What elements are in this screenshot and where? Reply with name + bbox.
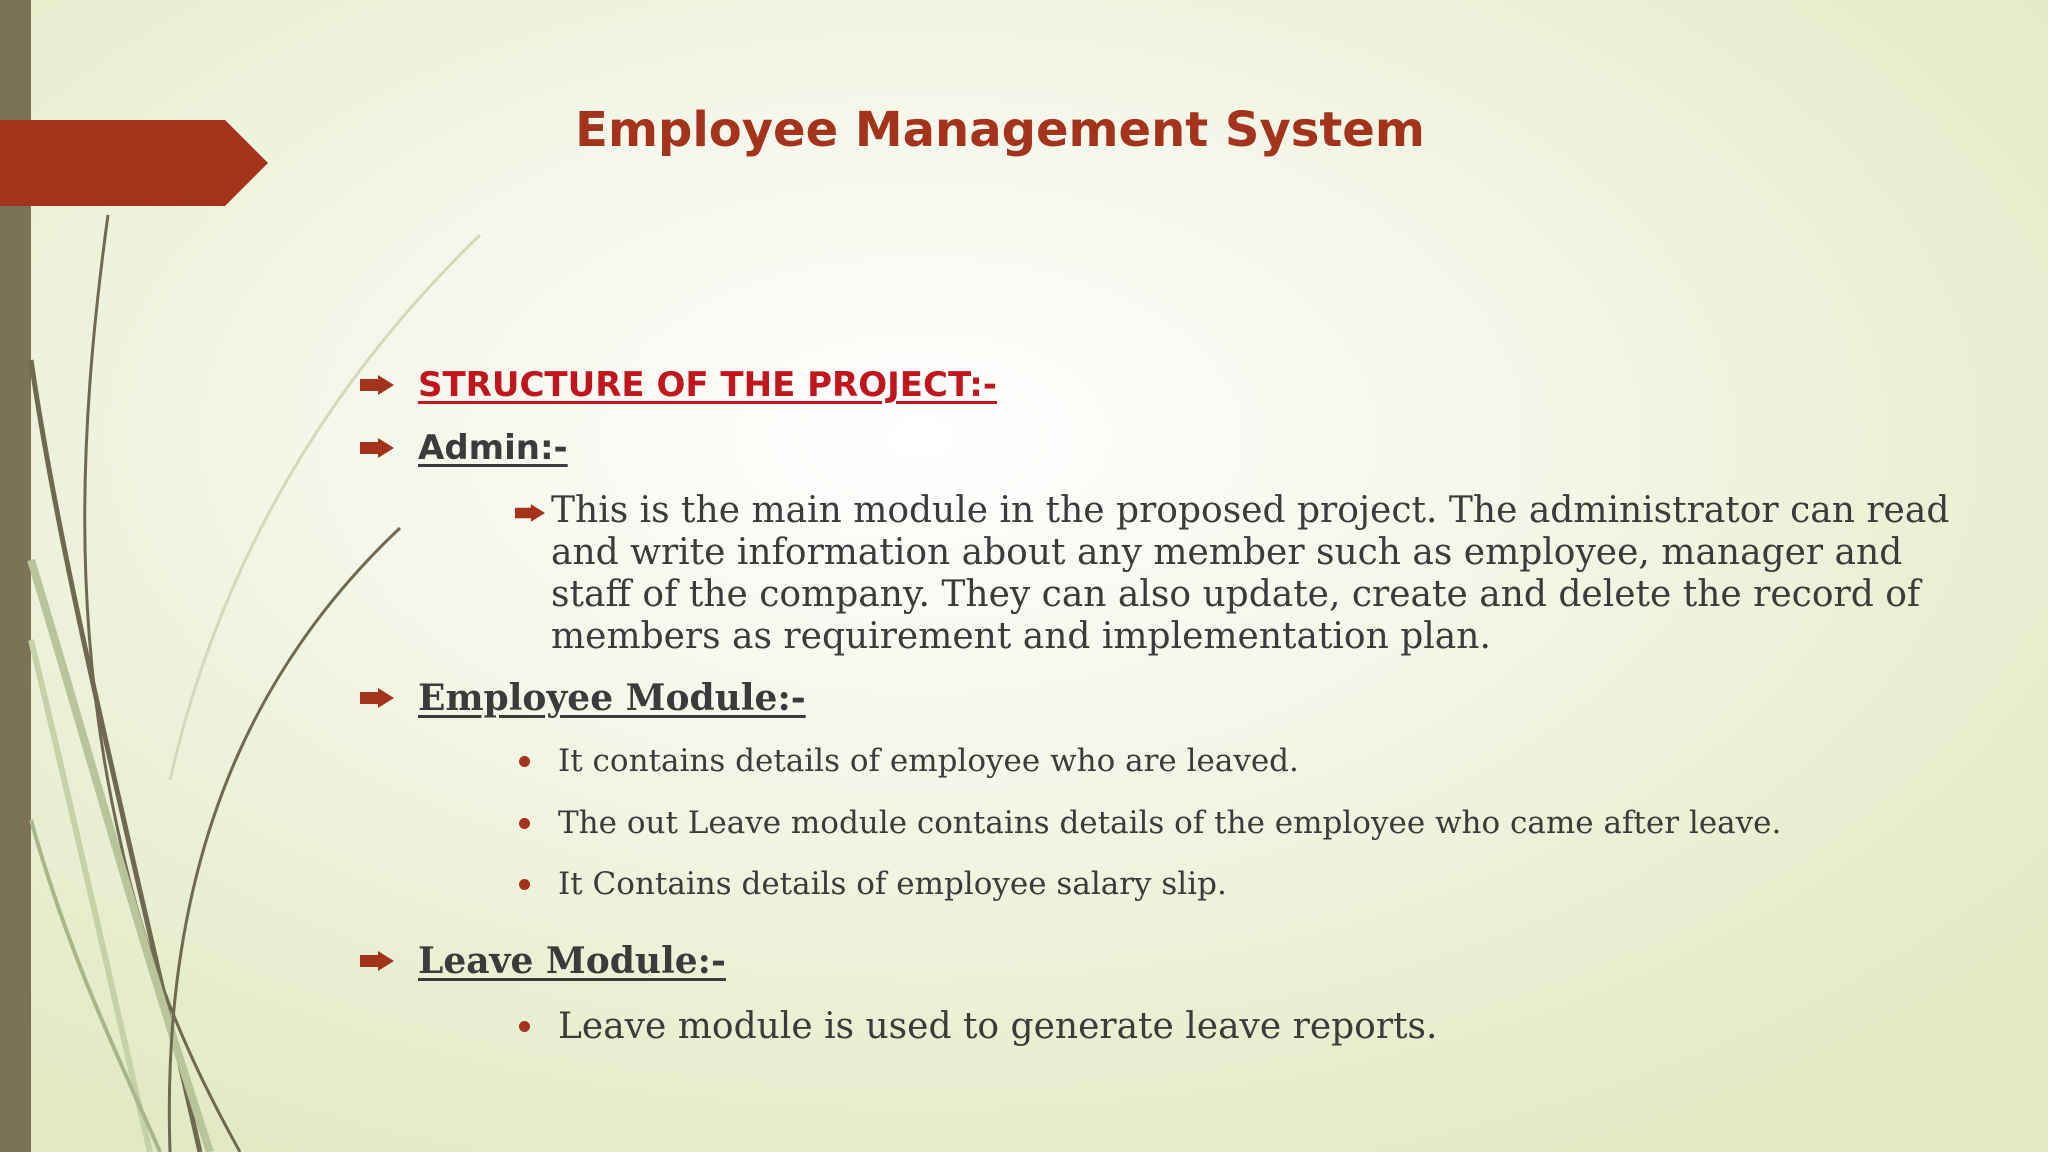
dot-bullet-icon [519, 756, 530, 767]
arrow-right-icon [515, 504, 545, 522]
slide-title: Employee Management System [575, 102, 1425, 158]
dot-bullet-icon [519, 818, 530, 829]
section-leave-module [360, 940, 726, 982]
list-item [515, 805, 1781, 841]
admin-description [515, 490, 1995, 658]
dot-bullet-icon [519, 1021, 530, 1032]
admin-paragraph: This is the main module in the proposed project. The administrator can read and write information about any member such as employee, manager and staff of the company. They can also update, create and delete the record of members as requirement and implementation plan. [551, 490, 1950, 657]
arrow-right-icon [360, 438, 394, 458]
list-item [515, 743, 1299, 779]
employee-item-3: It Contains details of employee salary slip. [558, 866, 1227, 902]
heading-leave-module: Leave Module:- [418, 940, 726, 982]
dot-bullet-icon [519, 879, 530, 890]
section-admin [360, 428, 568, 468]
heading-employee-module: Employee Module:- [418, 677, 806, 719]
leave-item-1: Leave module is used to generate leave reports. [558, 1006, 1438, 1047]
heading-structure: STRUCTURE OF THE PROJECT:- [418, 365, 998, 405]
list-item [515, 1006, 1437, 1047]
section-structure [360, 365, 997, 405]
arrow-right-icon [360, 688, 394, 708]
arrow-right-icon [360, 375, 394, 395]
arrow-right-icon [360, 951, 394, 971]
employee-item-1: It contains details of employee who are leaved. [558, 743, 1299, 779]
list-item [515, 866, 1227, 902]
heading-admin: Admin:- [418, 428, 568, 468]
section-employee-module [360, 677, 806, 719]
employee-item-2: The out Leave module contains details of the employee who came after leave. [558, 805, 1782, 841]
